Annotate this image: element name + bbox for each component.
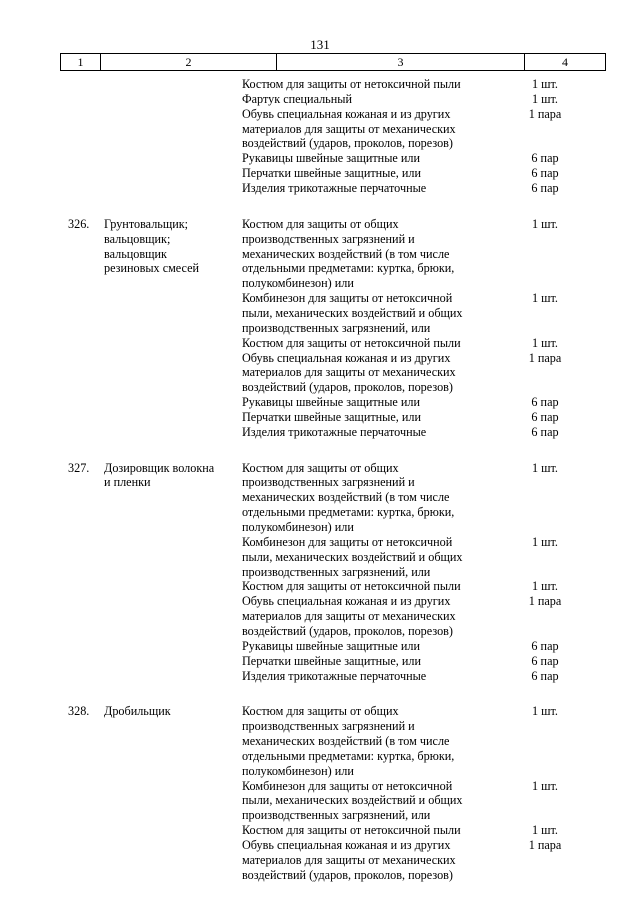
ppe-item: Рукавицы швейные защитные или — [242, 151, 420, 166]
ppe-item: Костюм для защиты от нетоксичной пыли — [242, 823, 461, 838]
ppe-quantity: 1 шт. — [532, 216, 558, 231]
ppe-item: Изделия трикотажные перчаточные — [242, 424, 427, 439]
ppe-item: отдельными предметами: куртка, брюки, — [242, 505, 455, 520]
ppe-item: Изделия трикотажные перчаточные — [242, 180, 427, 195]
ppe-item: производственных загрязнений, или — [242, 564, 431, 579]
profession-name: и пленки — [104, 475, 151, 490]
ppe-quantity: 6 пар — [531, 166, 559, 181]
table-row — [0, 232, 640, 247]
entry-number: 327. — [68, 460, 90, 475]
ppe-item: полукомбинезон) или — [242, 276, 354, 291]
ppe-quantity: 1 шт. — [532, 579, 558, 594]
ppe-item: Костюм для защиты от нетоксичной пыли — [242, 579, 461, 594]
ppe-item: пыли, механических воздействий и общих — [242, 549, 463, 564]
ppe-quantity: 1 пара — [528, 350, 562, 365]
ppe-item: Рукавицы швейные защитные или — [242, 638, 420, 653]
table-row — [0, 475, 640, 490]
ppe-item: отдельными предметами: куртка, брюки, — [242, 748, 455, 763]
table-row — [0, 461, 640, 476]
ppe-item: Перчатки швейные защитные, или — [242, 409, 422, 424]
ppe-quantity: 1 шт. — [532, 291, 558, 306]
table-row — [0, 520, 640, 535]
table-row — [0, 410, 640, 425]
ppe-item: Обувь специальная кожаная и из других — [242, 838, 451, 852]
ppe-item: полукомбинезон) или — [242, 763, 354, 778]
ppe-item: механических воздействий (в том числе — [242, 246, 450, 261]
ppe-quantity: 1 шт. — [532, 460, 558, 475]
ppe-item: пыли, механических воздействий и общих — [242, 305, 463, 320]
table-row — [0, 261, 640, 276]
ppe-item: Костюм для защиты от нетоксичной пыли — [242, 77, 461, 91]
table-row — [0, 669, 640, 684]
ppe-item: производственных загрязнений и — [242, 719, 415, 734]
ppe-item: Комбинезон для защиты от нетоксичной — [242, 291, 453, 306]
profession-name: резиновых смесей — [104, 261, 200, 276]
ppe-quantity: 6 пар — [531, 424, 559, 439]
table-row — [0, 291, 640, 306]
ppe-item: Костюм для защиты от общих — [242, 216, 399, 231]
entry-number: 326. — [68, 216, 90, 231]
ppe-quantity: 1 шт. — [532, 823, 558, 838]
ppe-quantity: 1 шт. — [532, 91, 558, 106]
table-row — [0, 609, 640, 624]
ppe-quantity: 1 пара — [528, 838, 562, 852]
table-row — [0, 654, 640, 669]
ppe-item: пыли, механических воздействий и общих — [242, 793, 463, 808]
ppe-item: воздействий (ударов, проколов, порезов) — [242, 380, 453, 395]
ppe-item: производственных загрязнений, или — [242, 320, 431, 335]
ppe-quantity: 1 шт. — [532, 77, 558, 91]
ppe-quantity: 6 пар — [531, 668, 559, 683]
ppe-quantity: 1 шт. — [532, 778, 558, 793]
table-row — [0, 107, 640, 122]
profession-name: Грунтовальщик; — [104, 216, 189, 231]
ppe-item: материалов для защиты от механических — [242, 365, 456, 380]
table-row — [0, 136, 640, 151]
table-row — [0, 535, 640, 550]
ppe-item: материалов для защиты от механических — [242, 609, 456, 624]
table-row — [0, 395, 640, 410]
table-row — [0, 306, 640, 321]
table-row — [0, 624, 640, 639]
ppe-quantity: 6 пар — [531, 638, 559, 653]
ppe-item: материалов для защиты от механических — [242, 852, 456, 867]
ppe-item: отдельными предметами: куртка, брюки, — [242, 261, 455, 276]
header-col-2: 2 — [101, 54, 277, 70]
header-col-3: 3 — [277, 54, 525, 70]
ppe-item: Обувь специальная кожаная и из других — [242, 594, 451, 609]
table-row — [0, 217, 640, 232]
table-row — [0, 77, 640, 92]
table-row — [0, 505, 640, 520]
ppe-quantity: 6 пар — [531, 395, 559, 409]
table-row — [0, 122, 640, 137]
profession-name: Дробильщик — [104, 704, 171, 719]
table-row — [0, 365, 640, 380]
ppe-item: полукомбинезон) или — [242, 520, 354, 534]
header-col-4: 4 — [562, 55, 568, 69]
table-row — [0, 579, 640, 594]
table-row — [0, 565, 640, 580]
table-row — [0, 793, 640, 808]
table-row — [0, 321, 640, 336]
ppe-item: производственных загрязнений и — [242, 475, 415, 490]
table-row — [0, 853, 640, 868]
ppe-item: Обувь специальная кожаная и из других — [242, 106, 451, 121]
table-header — [60, 53, 606, 71]
ppe-item: механических воздействий (в том числе — [242, 490, 450, 505]
ppe-quantity: 6 пар — [531, 653, 559, 668]
table-row — [0, 749, 640, 764]
ppe-quantity: 1 пара — [528, 106, 562, 121]
table-row — [0, 425, 640, 440]
ppe-item: Костюм для защиты от общих — [242, 704, 399, 719]
table-row — [0, 868, 640, 883]
ppe-item: производственных загрязнений, или — [242, 808, 431, 823]
table-row — [0, 779, 640, 794]
ppe-quantity: 1 шт. — [532, 704, 558, 719]
ppe-quantity: 1 пара — [528, 594, 562, 609]
ppe-quantity: 6 пар — [531, 409, 559, 424]
table-row — [0, 92, 640, 107]
ppe-item: материалов для защиты от механических — [242, 121, 456, 136]
table-row — [0, 734, 640, 749]
ppe-item: Костюм для защиты от нетоксичной пыли — [242, 335, 461, 350]
ppe-quantity: 1 шт. — [532, 335, 558, 350]
ppe-item: Комбинезон для защиты от нетоксичной — [242, 778, 453, 793]
ppe-item: Костюм для защиты от общих — [242, 460, 399, 475]
table-row — [0, 550, 640, 565]
ppe-item: Перчатки швейные защитные, или — [242, 653, 422, 668]
table-row — [0, 166, 640, 181]
ppe-item: воздействий (ударов, проколов, порезов) — [242, 623, 453, 638]
table-row — [0, 719, 640, 734]
profession-name: вальцовщик; — [104, 231, 171, 246]
ppe-item: механических воздействий (в том числе — [242, 734, 450, 748]
ppe-item: Изделия трикотажные перчаточные — [242, 668, 427, 683]
table-row — [0, 808, 640, 823]
ppe-item: Фартук специальный — [242, 91, 352, 106]
ppe-quantity: 1 шт. — [532, 534, 558, 549]
ppe-item: воздействий (ударов, проколов, порезов) — [242, 136, 453, 151]
ppe-quantity: 6 пар — [531, 180, 559, 195]
entry-number: 328. — [68, 704, 90, 719]
ppe-item: Перчатки швейные защитные, или — [242, 166, 422, 181]
table-row — [0, 151, 640, 166]
ppe-item: Рукавицы швейные защитные или — [242, 395, 420, 409]
table-row — [0, 380, 640, 395]
table-row — [0, 838, 640, 853]
table-row — [0, 247, 640, 262]
table-row — [0, 823, 640, 838]
table-row — [0, 276, 640, 291]
table-row — [0, 594, 640, 609]
ppe-item: Комбинезон для защиты от нетоксичной — [242, 534, 453, 549]
profession-name: вальцовщик — [104, 246, 167, 261]
table-row — [0, 181, 640, 196]
table-row — [0, 351, 640, 366]
page-number: 131 — [310, 37, 330, 52]
ppe-item: воздействий (ударов, проколов, порезов) — [242, 867, 453, 882]
table-row — [0, 490, 640, 505]
profession-name: Дозировщик волокна — [104, 460, 215, 475]
table-row — [0, 336, 640, 351]
table-row — [0, 764, 640, 779]
table-row — [0, 639, 640, 654]
ppe-quantity: 6 пар — [531, 151, 559, 166]
header-col-1: 1 — [61, 54, 101, 70]
ppe-item: производственных загрязнений и — [242, 231, 415, 246]
ppe-item: Обувь специальная кожаная и из других — [242, 350, 451, 365]
table-row — [0, 704, 640, 719]
